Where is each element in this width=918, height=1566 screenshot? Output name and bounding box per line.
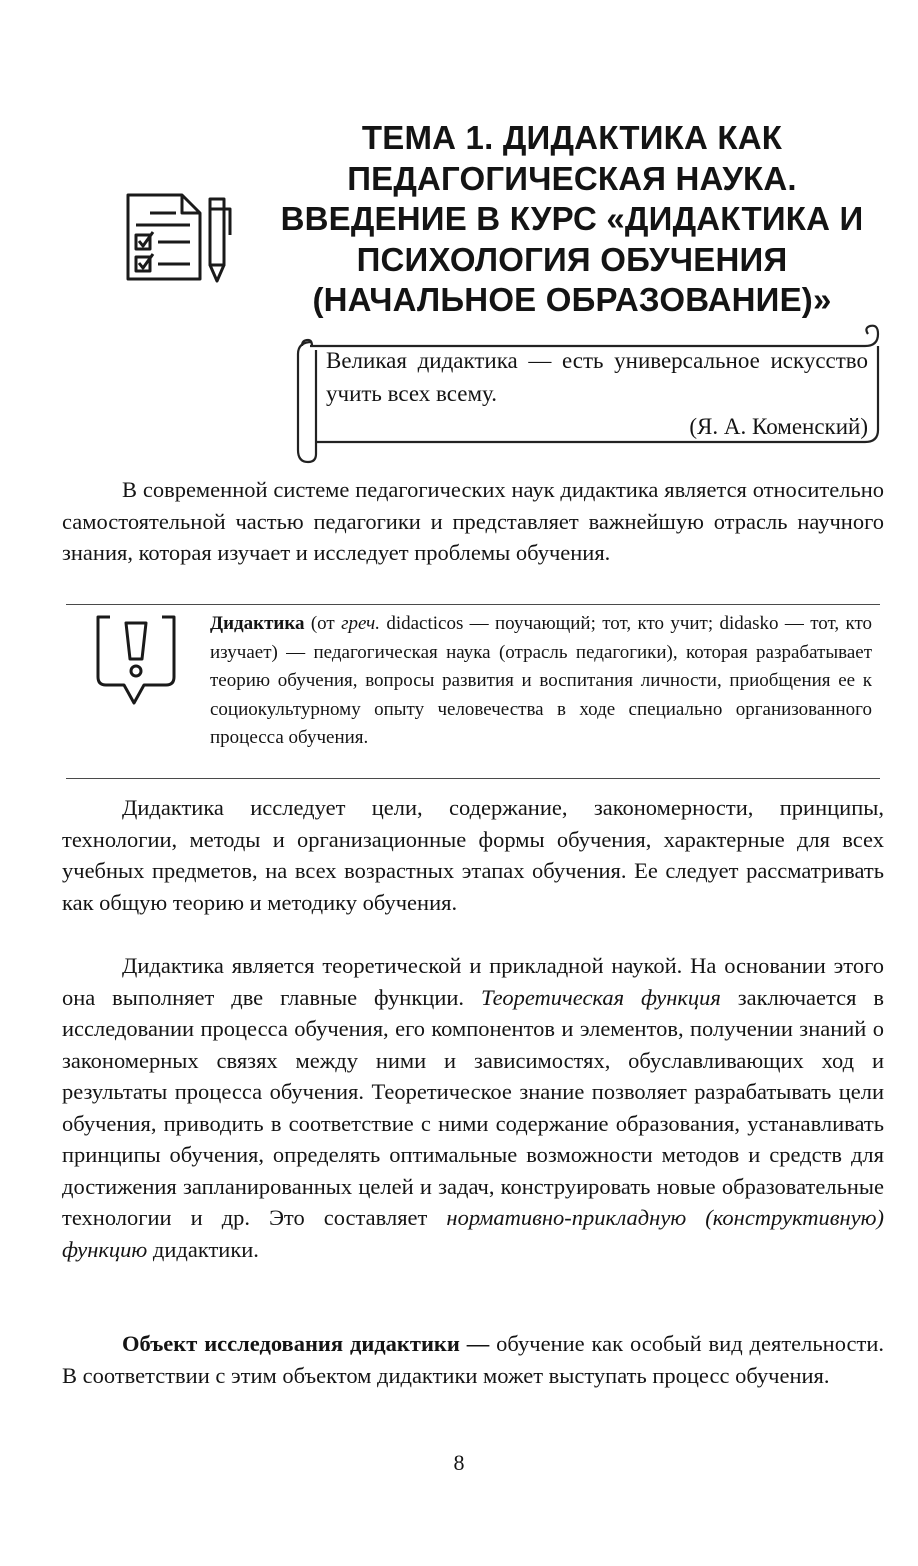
page-title: ТЕМА 1. ДИДАКТИКА КАК ПЕДАГОГИЧЕСКАЯ НАУКА. ВВЕДЕНИЕ В КУРС «ДИДАКТИКА И ПСИХОЛОГИЯ ОБУЧЕНИЯ (НАЧАЛЬНОЕ ОБРАЗОВАНИЕ)» <box>280 119 864 318</box>
epigraph <box>326 344 868 443</box>
checklist-with-pencil-icon <box>120 185 236 285</box>
definition-bottom-rule <box>66 778 880 779</box>
definition-top-rule <box>66 604 880 605</box>
epigraph-author: (Я. А. Коменский) <box>689 414 868 439</box>
definition-term: Дидактика <box>210 613 305 634</box>
paragraph-scope: Дидактика исследует цели, содержание, закономерности, принципы, технологии, методы и организационные формы обучения, характерные для всех учебных предметов, на всех возрастных этапах обучения. Ее следует рассматривать как общую теорию и методику обучения. <box>62 795 884 915</box>
exclamation-speech-bubble-icon <box>94 613 178 707</box>
definition-text: Дидактика (от греч. didacticos — поучающий; тот, кто учит; didasko — тот, кто изучает) — педагогическая наука (отрасль педагогики), которая разрабатывает теорию обучения, вопросы развития и воспитания личности, приобщения ее к социокультурному опыту человечества в ходе специально организованного процесса обучения. <box>210 613 873 749</box>
paragraph-functions: Дидактика является теоретической и прикладной наукой. На основании этого она выполняет две главные функции. Теоретическая функция заключается в исследовании процесса обучения, его компонентов и элементов, получении знаний о закономерных связях между ними и зависимостях, обуславливающих ход и результаты процесса обучения. Теоретическое знание позволяет разрабатывать цели обучения, приводить в соответствие с ними содержание образования, устанавливать принципы обучения, определять оптимальные возможности методов и средств для достижения запланированных целей и задач, конструировать новые образовательные технологии и др. Это составляет нормативно-прикладную (конструктивную) функцию дидактики. <box>62 953 884 1262</box>
epigraph-quote: Великая дидактика — есть универсальное искусство учить всех всему. <box>326 348 868 406</box>
paragraph-intro: В современной системе педагогических наук дидактика является относительно самостоятельной частью педагогики и представляет важнейшую отрасль научного знания, которая изучает и исследует проблемы обучения. <box>62 477 884 565</box>
page-number: 8 <box>453 1450 465 1475</box>
paragraph-object: Объект исследования дидактики — обучение как особый вид деятельности. В соответствии с этим объектом дидактики может выступать процесс обучения. <box>62 1331 884 1388</box>
